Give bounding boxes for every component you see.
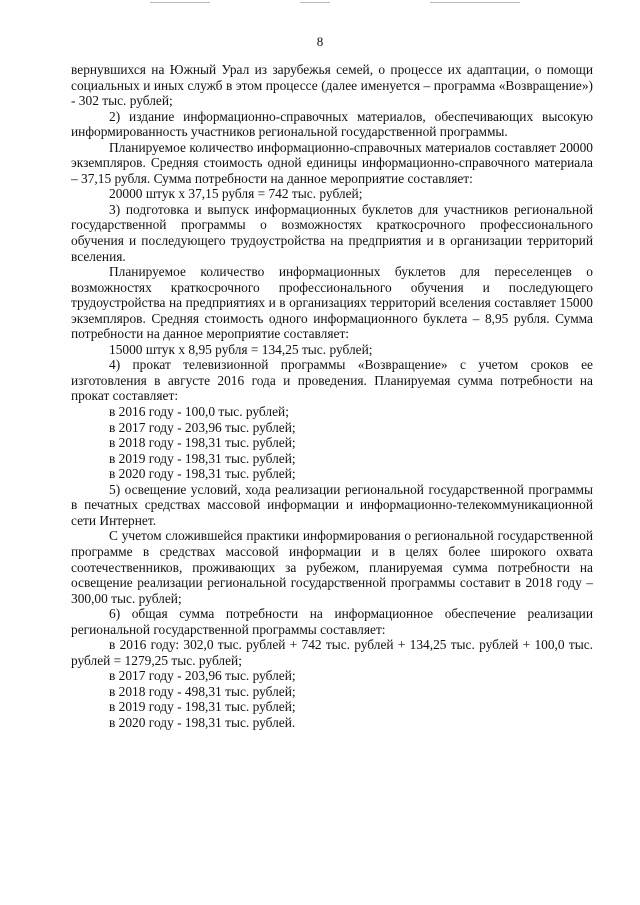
paragraph: вернувшихся на Южный Урал из зарубежья семей, о процессе их адаптации, о помощи социальных и иных служб в этом процессе (далее именуется – программа «Возвращение») - 302 тыс. рублей; <box>71 62 593 109</box>
paragraph: С учетом сложившейся практики информирования о региональной государственной программе в средствах массовой информации и в целях более широкого охвата соотечественников, проживающих за рубежом, планируемая сумма потребности на освещение реализации региональной государственной программы составит в 2018 году – 300,00 тыс. рублей; <box>71 528 593 606</box>
calculation-line: в 2016 году: 302,0 тыс. рублей + 742 тыс. рублей + 134,25 тыс. рублей + 100,0 тыс. рублей = 1279,25 тыс. рублей; <box>71 637 593 668</box>
document-body <box>71 62 593 731</box>
paragraph: 4) прокат телевизионной программы «Возвращение» с учетом сроков ее изготовления в августе 2016 года и проведения. Планируемая сумма потребности на прокат составляет: <box>71 357 593 404</box>
paragraph: 2) издание информационно-справочных материалов, обеспечивающих высокую информированность участников региональной государственной программы. <box>71 108 593 140</box>
paragraph: Планируемое количество информационно-справочных материалов составляет 20000 экземпляров. Средняя стоимость одной единицы информационно-справочного материала – 37,15 рубля. Сумма потребности на данное мероприятие составляет: <box>71 139 593 186</box>
scan-artifact <box>300 2 330 3</box>
scan-artifact <box>430 2 520 3</box>
list-item: в 2020 году - 198,31 тыс. рублей. <box>109 714 296 730</box>
list-item: в 2020 году - 198,31 тыс. рублей; <box>109 466 296 482</box>
list-item: в 2017 году - 203,96 тыс. рублей; <box>109 419 296 435</box>
calculation-line: 15000 штук x 8,95 рубля = 134,25 тыс. рублей; <box>109 341 373 357</box>
list-item: в 2016 году - 100,0 тыс. рублей; <box>109 404 289 420</box>
paragraph: 5) освещение условий, хода реализации региональной государственной программы в печатных средствах массовой информации и информационно-телекоммуникационной сети Интернет. <box>71 481 593 528</box>
list-item: в 2017 году - 203,96 тыс. рублей; <box>109 668 296 684</box>
calculation-line: 20000 штук x 37,15 рубля = 742 тыс. рублей; <box>109 186 363 202</box>
paragraph: 6) общая сумма потребности на информационное обеспечение реализации региональной государственной программы составляет: <box>71 606 593 637</box>
list-item: в 2018 году - 498,31 тыс. рублей; <box>109 683 296 699</box>
list-item: в 2019 году - 198,31 тыс. рублей; <box>109 699 296 715</box>
paragraph: Планируемое количество информационных буклетов для переселенцев о возможностях краткосрочного профессионального обучения и последующего трудоустройства на предприятиях и в организациях территорий вселения составляет 15000 экземпляров. Средняя стоимость одного информационного буклета – 8,95 рубля. Сумма потребности на данное мероприятие составляет: <box>71 264 593 342</box>
scan-artifact <box>150 2 210 3</box>
paragraph: 3) подготовка и выпуск информационных буклетов для участников региональной государственной программы о возможностях краткосрочного профессионального обучения и последующего трудоустройства на предприятия и в организации территорий вселения. <box>71 201 593 264</box>
list-item: в 2018 году - 198,31 тыс. рублей; <box>109 435 296 451</box>
list-item: в 2019 году - 198,31 тыс. рублей; <box>109 450 296 466</box>
page-number: 8 <box>316 34 324 49</box>
